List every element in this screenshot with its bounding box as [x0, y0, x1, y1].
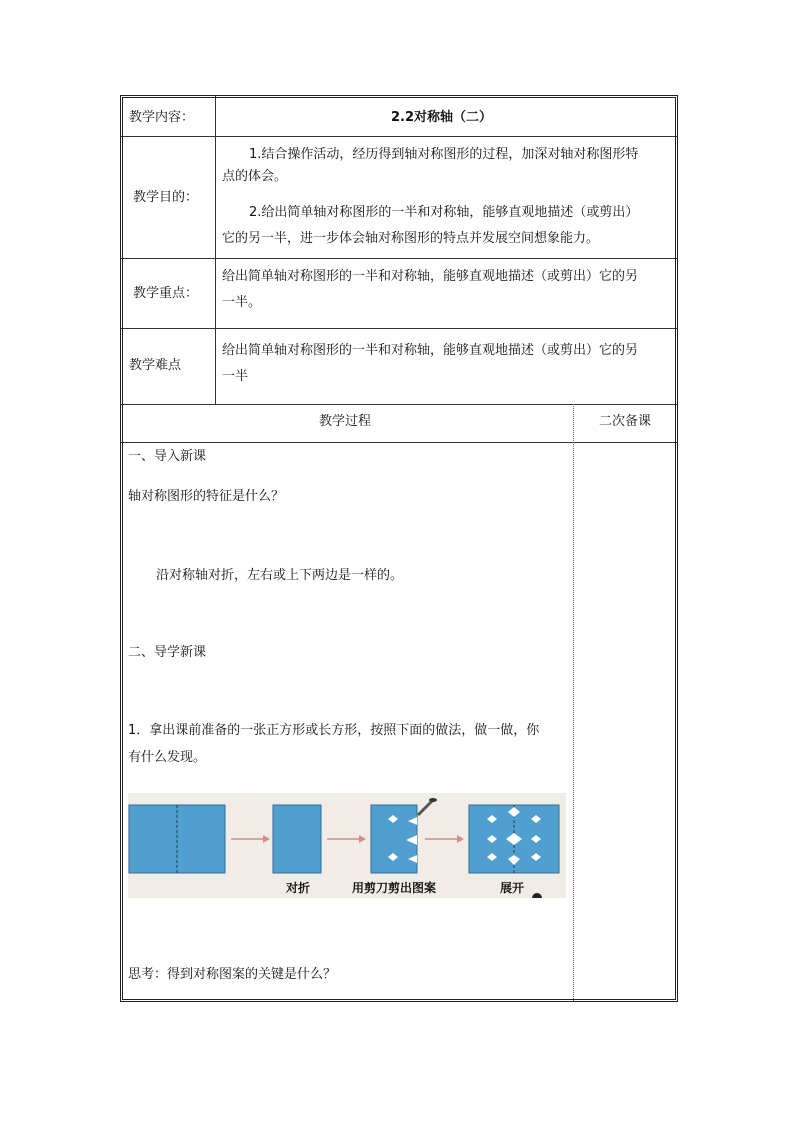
- task1-line1: 1．拿出课前准备的一张正方形或长方形，按照下面的做法，做一做，你: [128, 723, 540, 738]
- goal-item1-line2: 点的体会。: [222, 169, 288, 184]
- think-question: 思考：得到对称图案的关键是什么？: [128, 967, 337, 982]
- folded-paper: [273, 805, 321, 873]
- caption-fold: 对折: [286, 881, 311, 895]
- row-divider: [121, 442, 677, 443]
- content-label: 教学内容：: [129, 110, 195, 125]
- column-divider: [215, 96, 216, 404]
- process-header: 教学过程: [319, 414, 372, 429]
- lesson-title: 2.2对称轴（二）: [391, 110, 493, 125]
- arrow-head: [359, 835, 366, 843]
- task1-line2: 有什么发现。: [128, 750, 207, 765]
- key-line1: 给出简单轴对称图形的一半和对称轴，能够直观地描述（或剪出）它的另: [222, 269, 639, 284]
- caption-cut: 用剪刀剪出图案: [352, 881, 437, 895]
- lesson-plan-table: [120, 95, 678, 1002]
- scissors-handle: [429, 798, 437, 802]
- goal-label: 教学目的：: [133, 190, 199, 205]
- row-divider: [121, 136, 677, 137]
- row-divider: [121, 404, 677, 405]
- column-divider: [573, 404, 574, 1001]
- paper-folding-figure: [128, 793, 566, 898]
- difficulty-label: 教学难点: [129, 358, 182, 373]
- row-divider: [121, 258, 677, 259]
- key-label: 教学重点：: [133, 286, 199, 301]
- caption-open: 展开: [500, 881, 525, 895]
- arrow-head: [263, 835, 270, 843]
- difficulty-line2: 一半: [222, 369, 249, 384]
- key-line2: 一半。: [222, 295, 262, 310]
- question1: 轴对称图形的特征是什么？: [128, 489, 285, 504]
- section1-title: 一、导入新课: [128, 449, 207, 464]
- row-divider: [121, 328, 677, 329]
- goal-item2-line2: 它的另一半，进一步体会轴对称图形的特点并发展空间想象能力。: [222, 231, 600, 246]
- section2-title: 二、导学新课: [128, 645, 207, 660]
- page-dot: [532, 893, 542, 898]
- arrow-head: [457, 835, 464, 843]
- goal-item1-line1: 1.结合操作活动，经历得到轴对称图形的过程，加深对轴对称图形特: [249, 147, 639, 162]
- scissors-icon: [418, 801, 432, 815]
- difficulty-line1: 给出简单轴对称图形的一半和对称轴，能够直观地描述（或剪出）它的另: [222, 343, 639, 358]
- second-prep-header: 二次备课: [599, 414, 652, 429]
- answer1: 沿对称轴对折，左右或上下两边是一样的。: [156, 568, 404, 583]
- goal-item2-line1: 2.给出简单轴对称图形的一半和对称轴，能够直观地描述（或剪出）: [249, 205, 639, 220]
